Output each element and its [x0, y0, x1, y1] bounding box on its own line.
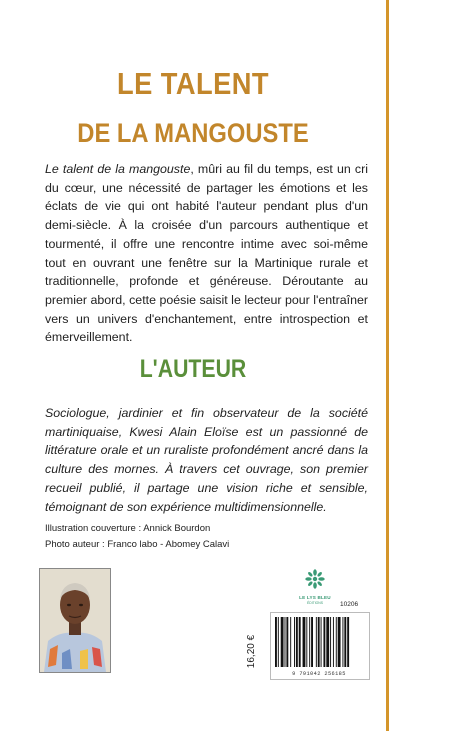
- barcode-bar: [281, 617, 284, 667]
- author-portrait-image: [40, 569, 110, 672]
- publisher-logo: [295, 568, 335, 606]
- barcode-bar: [342, 617, 343, 667]
- barcode-bar: [290, 617, 291, 667]
- barcode-bar: [303, 617, 306, 667]
- barcode-bar: [286, 617, 288, 667]
- barcode: [270, 612, 370, 680]
- blurb-italic-title: Le talent de la mangouste: [45, 162, 191, 176]
- spine-border: [386, 0, 389, 731]
- barcode-bar: [344, 617, 346, 667]
- barcode-bar: [323, 617, 325, 667]
- book-title-line2: DE LA MANGOUSTE: [77, 118, 309, 148]
- publisher-sub: ÉDITIONS: [306, 601, 323, 605]
- barcode-bar: [338, 617, 341, 667]
- barcode-bar: [294, 617, 295, 667]
- price-text: 16,20 €: [246, 634, 258, 669]
- barcode-bar: [318, 617, 320, 667]
- barcode-bar: [306, 617, 307, 667]
- barcode-bar: [321, 617, 322, 667]
- barcode-bars: [271, 613, 369, 671]
- book-title-line1: LE TALENT: [117, 66, 269, 101]
- product-code: 10206: [340, 601, 359, 608]
- barcode-bar: [311, 617, 313, 667]
- barcode-bar: [336, 617, 337, 667]
- barcode-digits: 9 791042 256185: [292, 671, 346, 677]
- publisher-name: LE LYS BLEU: [299, 595, 331, 600]
- author-photo: [39, 568, 111, 673]
- barcode-bar: [278, 617, 279, 667]
- barcode-bar: [326, 617, 329, 667]
- blurb-text: , mûri au fil du temps, est un cri du cœur, une nécessité de partager les émotions et les éclats de vie qui ont habité l'auteur pendant plus d'un demi-siècle. À la croisée d'un parcours authentique et tourmenté, il offre une rencontre intime avec soi-même tout en ouvrant une fenêtre sur la Martinique rurale et traditionnelle, profonde et généreuse. Déroutante au premier abord, cette poésie saisit le lecteur pour l'entraîner vers un univers d'enchantement, entre introspection et émerveillement.: [45, 162, 368, 345]
- illustration-credit: Illustration couverture : Annick Bourdon: [45, 523, 211, 534]
- author-bio: Sociologue, jardinier et fin observateur de la société martiniquaise, Kwesi Alain Eloïse est un passionné de littérature orale et un ruraliste profondément ancré dans la culture des mornes. À travers cet ouvrage, son premier recueil publié, il partage une vision riche et sensible, témoignant de son expérience multidimensionnelle.: [45, 406, 368, 514]
- barcode-bar: [316, 617, 317, 667]
- credits: [45, 521, 229, 553]
- barcode-bar: [333, 617, 334, 667]
- price-label: [246, 628, 266, 676]
- barcode-bar: [330, 617, 331, 667]
- author-heading: L'AUTEUR: [139, 355, 247, 383]
- lily-logo-icon: [304, 568, 326, 590]
- barcode-bar: [309, 617, 310, 667]
- barcode-bar: [275, 617, 277, 667]
- barcode-bar: [347, 617, 349, 667]
- barcode-bar: [296, 617, 298, 667]
- blurb-paragraph: [45, 160, 368, 347]
- photo-credit: Photo auteur : Franco labo - Abomey Calavi: [45, 539, 230, 550]
- barcode-bar: [299, 617, 301, 667]
- barcode-bar: [285, 617, 286, 667]
